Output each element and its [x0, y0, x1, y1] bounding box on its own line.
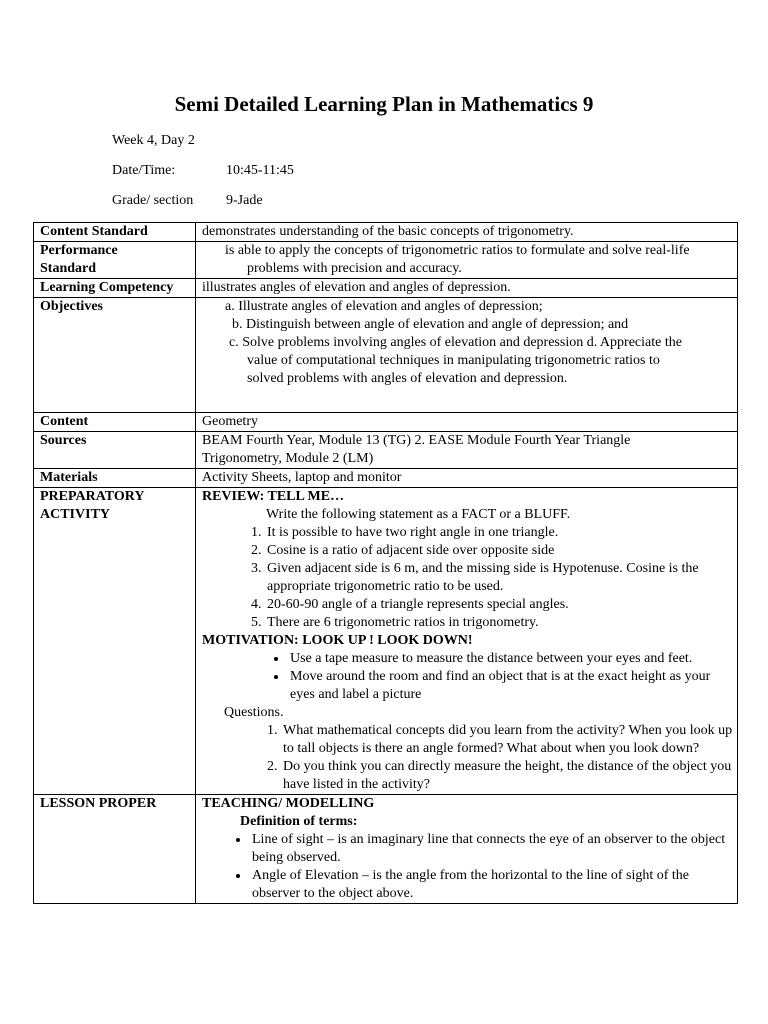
- teaching-heading: TEACHING/ MODELLING: [202, 796, 375, 811]
- text-line: BEAM Fourth Year, Module 13 (TG) 2. EASE Module Fourth Year Triangle: [202, 433, 631, 448]
- lesson-plan-table: [33, 222, 738, 904]
- list-item: 1. It is possible to have two right angle in one triangle.: [265, 524, 737, 542]
- document-title: Semi Detailed Learning Plan in Mathematics 9: [174, 92, 594, 116]
- date-time-row: [112, 163, 294, 179]
- row-objectives: [34, 298, 738, 413]
- row-preparatory-activity: [34, 488, 738, 795]
- questions-list: [202, 722, 737, 794]
- list-item: 3. Given adjacent side is 6 m, and the missing side is Hypotenuse. Cosine is the appropriate trigonometric ratio to be used.: [265, 560, 737, 596]
- label-line: Standard: [40, 261, 97, 276]
- label-objectives: Objectives: [34, 298, 196, 413]
- label-materials: Materials: [34, 469, 196, 488]
- grade-section-row: [112, 193, 263, 209]
- row-learning-competency: [34, 279, 738, 298]
- objective-c: c. Solve problems involving angles of elevation and depression d. Appreciate the: [229, 335, 682, 350]
- value-materials: Activity Sheets, laptop and monitor: [196, 469, 738, 488]
- objective-b: b. Distinguish between angle of elevation and angle of depression; and: [232, 317, 629, 332]
- list-item: 2. Cosine is a ratio of adjacent side over opposite side: [265, 542, 737, 560]
- list-item: 5. There are 6 trigonometric ratios in trigonometry.: [265, 614, 737, 632]
- motivation-heading: MOTIVATION: LOOK UP ! LOOK DOWN!: [202, 633, 473, 648]
- list-item: 1. What mathematical concepts did you learn from the activity? When you look up to tall objects is there an angle formed? What about when you look down?: [281, 722, 737, 758]
- review-heading: REVIEW: TELL ME…: [202, 489, 345, 504]
- objective-c-line: value of computational techniques in manipulating trigonometric ratios to: [247, 353, 660, 368]
- row-sources: [34, 432, 738, 469]
- list-item: 2. Do you think you can directly measure the height, the distance of the object you have listed in the activity?: [281, 758, 737, 794]
- value-content-standard: demonstrates understanding of the basic concepts of trigonometry.: [196, 223, 738, 242]
- questions-label: Questions.: [224, 705, 284, 720]
- list-item: 4. 20-60-90 angle of a triangle represents special angles.: [265, 596, 737, 614]
- value-objectives: [196, 298, 738, 413]
- row-lesson-proper: [34, 795, 738, 904]
- row-content-standard: [34, 223, 738, 242]
- label-line: Performance: [40, 243, 118, 258]
- row-content: [34, 413, 738, 432]
- text-line: Trigonometry, Module 2 (LM): [202, 451, 374, 466]
- motivation-list: [202, 650, 737, 704]
- label-content: Content: [34, 413, 196, 432]
- label-learning-competency: Learning Competency: [34, 279, 196, 298]
- review-list: [202, 524, 737, 632]
- week-day: Week 4, Day 2: [112, 133, 195, 148]
- text-line: is able to apply the concepts of trigonometric ratios to formulate and solve real-life: [225, 243, 690, 258]
- list-item: • Angle of Elevation – is the angle from the horizontal to the line of sight of the observer to the object above.: [250, 867, 737, 903]
- list-item: • Use a tape measure to measure the distance between your eyes and feet.: [288, 650, 737, 668]
- row-materials: [34, 469, 738, 488]
- value-sources: [196, 432, 738, 469]
- definition-subheading: Definition of terms:: [240, 814, 358, 829]
- grade-value: 9-Jade: [226, 193, 263, 208]
- list-item: • Move around the room and find an object that is at the exact height as your eyes and label a picture: [288, 668, 737, 704]
- label-line: PREPARATORY: [40, 489, 145, 504]
- row-performance-standard: [34, 242, 738, 279]
- value-preparatory-activity: [196, 488, 738, 795]
- objective-a: a. Illustrate angles of elevation and angles of depression;: [225, 299, 543, 314]
- date-value: 10:45-11:45: [226, 163, 294, 178]
- label-content-standard: Content Standard: [34, 223, 196, 242]
- label-line: ACTIVITY: [40, 507, 111, 522]
- label-performance-standard: [34, 242, 196, 279]
- review-instruction: Write the following statement as a FACT or a BLUFF.: [266, 507, 571, 522]
- date-label: Date/Time:: [112, 163, 176, 178]
- grade-label: Grade/ section: [112, 193, 194, 208]
- list-item: • Line of sight – is an imaginary line that connects the eye of an observer to the object being observed.: [250, 831, 737, 867]
- label-lesson-proper: LESSON PROPER: [34, 795, 196, 904]
- text-line: problems with precision and accuracy.: [247, 261, 462, 276]
- value-content: Geometry: [196, 413, 738, 432]
- label-preparatory-activity: [34, 488, 196, 795]
- label-sources: Sources: [34, 432, 196, 469]
- value-lesson-proper: [196, 795, 738, 904]
- value-performance-standard: [196, 242, 738, 279]
- objective-c-line: solved problems with angles of elevation and depression.: [247, 371, 568, 386]
- definitions-list: [202, 831, 737, 903]
- value-learning-competency: illustrates angles of elevation and angles of depression.: [196, 279, 738, 298]
